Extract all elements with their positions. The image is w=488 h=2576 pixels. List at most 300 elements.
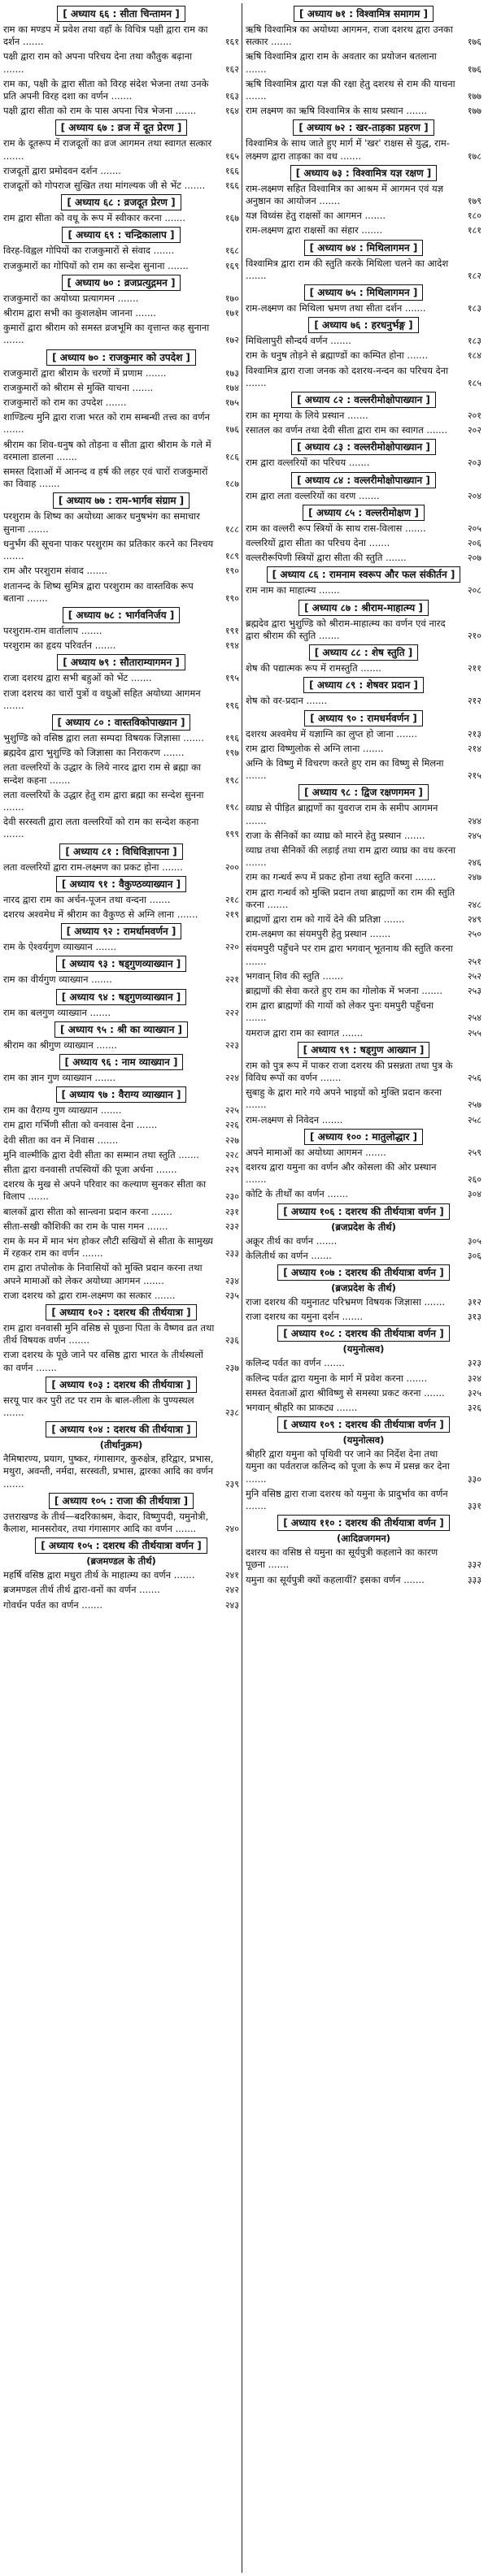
leader-dots: ....... (246, 1500, 267, 1512)
entry-page-number: २३९ (224, 1478, 239, 1490)
leader-dots: ....... (175, 1148, 199, 1160)
toc-entry (246, 1448, 481, 1485)
entry-title: पक्षी द्वारा सीता को राम के पास अपना चित्र भेजना (3, 105, 172, 117)
leader-dots: ....... (174, 908, 198, 920)
chapter-header: [ अध्याय ६९ : चन्द्रिकालाप ] (62, 227, 180, 243)
entry-title: राजदूतों द्वारा प्रमोदवन दर्शन (3, 164, 98, 176)
chapter-section (3, 1086, 239, 1302)
chapter-section (246, 439, 481, 469)
chapter-header: [ अध्याय ८४ : वल्लरीमोक्षोपाख्यान ] (291, 472, 436, 488)
entry-title: राम द्वारा वनवासी मुनि वसिष्ठ से पूछना पिता के वैष्णव व्रत तथा तीर्थ विषयक वर्णन (3, 1322, 215, 1347)
entry-page-number: ३३० (467, 1473, 481, 1485)
leader-dots: ....... (148, 1205, 172, 1217)
entry-title: राम के मन में मान भंग होकर लौटी सखियों से सीता के सामुख्य में रहकर राम का वर्णन (3, 1235, 214, 1260)
right-column (242, 3, 481, 2573)
entry-title: देवी सरस्वती द्वारा लता वल्लरियों को राम का सन्देश कहना (3, 816, 199, 828)
toc-entry (3, 1599, 239, 1611)
leader-dots: ....... (83, 565, 108, 577)
toc-entry (246, 1357, 481, 1369)
leader-dots: ....... (46, 774, 71, 786)
entry-page-number: १६९ (224, 260, 239, 271)
leader-dots: ....... (337, 150, 362, 162)
leader-dots: ....... (307, 1249, 332, 1261)
leader-dots: ....... (146, 893, 171, 905)
toc-entry (3, 974, 239, 986)
chapter-header: [ अध्याय ९९ : षड्गुण आख्यान ] (298, 1042, 430, 1058)
toc-entry (246, 1546, 481, 1571)
toc-entry (3, 165, 239, 177)
entry-page-number: २२५ (224, 1105, 239, 1117)
leader-dots: ....... (151, 1289, 176, 1301)
chapter-header: [ अध्याय ९६ : नाम व्याख्यान ] (59, 1054, 184, 1070)
entry-title: राजा दशरथ द्वारा सभी बहुओं को भेंट (3, 672, 129, 684)
entry-page-number: २४० (224, 1524, 239, 1535)
entry-page-number: २५६ (467, 1072, 481, 1083)
entry-page-number: ३२६ (467, 1403, 481, 1414)
leader-dots: ....... (24, 523, 49, 535)
entry-page-number: १८९ (224, 551, 239, 562)
entry-page-number: १९१ (224, 625, 239, 636)
chapter-header: [ अध्याय ६६ : सीता चिन्तामन ] (57, 6, 185, 22)
leader-dots: ....... (98, 1104, 122, 1117)
entry-title: राम द्वारा वल्लरियों का परिचय (246, 457, 346, 469)
leader-dots: ....... (160, 747, 185, 759)
entry-title: दशरथ का वसिष्ठ से यमुना का सूर्यपुत्री कहलाने का कारण पूछना (246, 1546, 438, 1571)
leader-dots: ....... (150, 245, 175, 257)
entry-page-number: २२४ (224, 1072, 239, 1083)
toc-entry (3, 1072, 239, 1084)
leader-dots: ....... (171, 1569, 195, 1581)
chapter-header: [ अध्याय ६८ : व्रजदूत प्रेरण ] (61, 194, 181, 210)
toc-entry (246, 424, 481, 436)
entry-page-number: २१९ (224, 909, 239, 920)
entry-page-number: २३२ (224, 1221, 239, 1232)
chapter-section (246, 317, 481, 389)
entry-title: राम लक्ष्मण का ऋषि विश्वामित्र के साथ प्रस्थान (246, 105, 403, 117)
chapter-section (3, 923, 239, 953)
toc-entry (3, 941, 239, 953)
entry-page-number: ३१२ (467, 1297, 481, 1308)
entry-title: राम का, पक्षी के द्वारा सीता को विरह संदेश भेजना तथा उनके प्रति अपनी विरह दशा का वर्णन (3, 77, 209, 102)
leader-dots: ....... (362, 1146, 386, 1158)
leader-dots: ....... (366, 928, 391, 940)
leader-dots: ....... (181, 180, 206, 192)
toc-entry (3, 322, 239, 346)
entry-title: सीता द्वारा वनवासी तपस्वियों की पूजा अर्चना (3, 1163, 154, 1175)
chapter-header: [ अध्याय ७४ : मिथिलागमन ] (304, 240, 424, 256)
chapter-header: [ अध्याय १०५ : दशरथ की तीर्थयात्रा वर्णन ] (35, 1537, 207, 1554)
leader-dots: ....... (136, 1584, 160, 1596)
toc-entry (3, 861, 239, 874)
entry-title: राजकुमारों को श्रीराम से मुक्ति याचना (3, 381, 130, 393)
toc-entry (246, 1027, 481, 1039)
entry-title: परशुराम के शिष्य का अयोध्या आकर धनुषभंग का समाचार सुनाना (3, 510, 200, 535)
leader-dots: ....... (33, 1361, 57, 1373)
leader-dots: ....... (366, 537, 390, 549)
leader-dots: ....... (132, 307, 156, 319)
entry-title: विश्वामित्र द्वारा राजा जनक को दशरथ-नन्दन का परिचय देना (246, 364, 449, 376)
entry-title: राम का गन्धर्व रूप में प्रकट होना तथा स्तुति करना (246, 871, 412, 883)
toc-entry (246, 970, 481, 982)
entry-page-number: २१५ (467, 770, 481, 782)
leader-dots: ....... (268, 36, 292, 48)
entry-page-number: २३८ (224, 1407, 239, 1419)
chapter-header: [ अध्याय १०३ : दशरथ की तीर्थयात्रा ] (46, 1377, 196, 1393)
toc-entry (3, 687, 239, 712)
entry-page-number: २३४ (224, 1275, 239, 1286)
entry-title: वल्लरियों द्वारा सीता का परिचय देना (246, 537, 367, 549)
entry-page-number: ३३२ (467, 1559, 481, 1571)
entry-page-number: १७५ (224, 397, 239, 409)
chapter-section (3, 119, 239, 192)
leader-dots: ....... (3, 699, 24, 711)
entry-title: कुमारों द्वारा श्रीराम को समस्त व्रजभूमि का वृत्तान्त कह सुनाना (3, 322, 210, 334)
chapter-header: [ अध्याय ७८ : भार्गवनिर्जय ] (63, 607, 180, 623)
entry-page-number: ३२३ (467, 1358, 481, 1369)
toc-entry (246, 302, 481, 314)
entry-page-number: २४९ (467, 913, 481, 925)
entry-title: विश्वामित्र के साथ जाते हुए मार्ग में 'खर' राक्षस से युद्ध, राम-लक्ष्मण द्वारा ताड़का का वध (246, 137, 450, 162)
chapter-section (246, 644, 481, 674)
chapter-section (3, 194, 239, 224)
chapter-section (246, 119, 481, 162)
leader-dots: ....... (88, 974, 112, 986)
chapter-header: [ अध्याय ७२ : खर-ताड़का प्रहरण ] (293, 119, 434, 136)
toc-entry (246, 1296, 481, 1308)
entry-page-number: १९९ (224, 829, 239, 840)
leader-dots: ....... (3, 550, 24, 562)
entry-page-number: २३३ (224, 1248, 239, 1260)
toc-entry (3, 50, 239, 75)
toc-entry (246, 335, 481, 347)
entry-title: राजदूतों को गोपराज सुखित तथा मांगल्यक जी से भेंट (3, 180, 181, 192)
toc-entry (246, 137, 481, 162)
entry-title: राम द्वारा ब्राह्मणों की गायों को लेकर पुनः यमपुरी पहुँचना (246, 1000, 434, 1012)
entry-title: नैमिषारण्य, प्रयाग, पुष्कर, गंगासागर, कुरुक्षेत्र, हरिद्वार, प्रभास, मथुरा, अवन्ती, नर्मदा, सरस्वती, प्रभास, द्वारका आदि का वर्णन (3, 1453, 214, 1477)
entry-page-number: १७१ (224, 308, 239, 319)
entry-page-number: १८७ (224, 479, 239, 490)
toc-entry (3, 439, 239, 463)
entry-title: अपने मामाओं का अयोध्या आगमन (246, 1146, 363, 1158)
chapter-section (3, 1421, 239, 1490)
entry-title: परशुराम-राम वार्तालाप (3, 624, 79, 636)
chapter-section (3, 714, 239, 841)
entry-page-number: १७२ (224, 335, 239, 346)
chapter-section (246, 505, 481, 565)
leader-dots: ....... (246, 1173, 267, 1186)
toc-entry (246, 943, 481, 967)
entry-title: मुनि वाल्मीकि द्वारा देवी सीता का सम्मान तथा स्तुति (3, 1148, 176, 1160)
toc-entry (246, 537, 481, 549)
chapter-section (246, 1042, 481, 1126)
entry-page-number: २०४ (467, 490, 481, 501)
entry-title: श्रीराम द्वारा सभी का कुशलक्षेम जानना (3, 307, 133, 319)
entry-page-number: २२३ (224, 1039, 239, 1051)
entry-page-number: २५२ (467, 970, 481, 982)
leader-dots: ....... (401, 829, 425, 841)
leader-dots: ....... (246, 856, 267, 869)
chapter-section (3, 654, 239, 712)
leader-dots: ....... (423, 424, 448, 436)
entry-page-number: २२२ (224, 1007, 239, 1018)
entry-title: ऋषि विश्वामित्र का अयोध्या आगमन, राजा दशरथ द्वारा उनका सत्कार (246, 24, 453, 48)
entry-page-number: २५१ (467, 956, 481, 967)
toc-entry (3, 1178, 239, 1203)
toc-entry (3, 747, 239, 759)
entry-page-number: २४२ (224, 1585, 239, 1596)
toc-entry (246, 105, 481, 117)
toc-entry (246, 743, 481, 755)
entry-title: उत्तराखण्ड के तीर्थ—बदरिकाश्रम, केदार, विष्णुपदी, यमुनोत्री, कैलाश, मानसरोवर, तथा गंगासागर आदि का वर्णन (3, 1510, 209, 1535)
toc-entry (246, 1000, 481, 1024)
entry-title: ब्राह्मणों द्वारा राम को गायें देने की प्रतिज्ञा (246, 913, 381, 925)
entry-page-number: २४८ (467, 899, 481, 910)
entry-page-number: २२६ (224, 1120, 239, 1131)
entry-title: दशरथ द्वारा यमुना का वर्णन और कोसला की ओर प्रस्थान (246, 1160, 437, 1173)
toc-entry (246, 1387, 481, 1399)
entry-title: राजा दशरथ का यमुना दर्शन (246, 1311, 339, 1323)
entry-title: राम का ज्ञान गुण व्याख्यान (3, 1071, 92, 1083)
entry-title: सुबाहु के द्वारा मारे गये अपने भाइयों को मुक्ति प्रदान करना (246, 1086, 442, 1099)
toc-entry (246, 224, 481, 236)
entry-title: मुनि वसिष्ठ द्वारा राजा दशरथ को यमुना के प्रादुर्भाव का वर्णन (246, 1487, 448, 1499)
entry-page-number: ३०६ (467, 1250, 481, 1261)
toc-entry (3, 260, 239, 272)
toc-entry (246, 871, 481, 883)
toc-entry (3, 137, 239, 162)
entry-page-number: २१८ (224, 894, 239, 905)
toc-entry (3, 1235, 239, 1260)
leader-dots: ....... (412, 871, 436, 883)
entry-page-number: ३१३ (467, 1312, 481, 1323)
leader-dots: ....... (91, 1071, 116, 1083)
entry-page-number: २०५ (467, 523, 481, 534)
entry-page-number: १७७ (467, 106, 481, 117)
chapter-header: [ अध्याय ७९ : सौताराम्यागमन ] (57, 654, 185, 670)
entry-page-number: १७७ (467, 91, 481, 102)
chapter-subheader: (ब्रजमण्डल के तीर्थ) (86, 1555, 156, 1568)
leader-dots: ....... (128, 672, 152, 684)
entry-page-number: २०७ (467, 553, 481, 564)
entry-title: धनुर्भंग की सूचना पाकर परशुराम का प्रतिकार करने का निश्चय (3, 537, 214, 549)
toc-entry (3, 1394, 239, 1419)
entry-page-number: १८४ (467, 350, 481, 362)
toc-entry (3, 245, 239, 257)
chapter-section (246, 284, 481, 314)
toc-entry (246, 584, 481, 596)
entry-page-number: १९६ (224, 732, 239, 744)
chapter-subheader: (आदिव्रजगमन) (336, 1533, 390, 1545)
leader-dots: ....... (97, 164, 121, 176)
toc-entry (3, 105, 239, 117)
entry-page-number: २२१ (224, 974, 239, 986)
chapter-section (246, 1515, 481, 1586)
leader-dots: ....... (20, 36, 44, 48)
chapter-section (3, 492, 239, 604)
toc-entry (246, 78, 481, 102)
leader-dots: ....... (3, 828, 24, 840)
entry-title: राम द्वारा विष्णुलोक से अग्नि लाना (246, 742, 360, 754)
leader-dots: ....... (78, 1598, 102, 1611)
chapter-section (246, 600, 481, 642)
chapter-section (3, 349, 239, 491)
leader-dots: ....... (316, 195, 340, 207)
entry-title: राजा दशरथ के पूछे जाने पर वसिष्ठ द्वारा भारत के तीर्थस्थलों का वर्णन (3, 1349, 203, 1373)
toc-entry (246, 662, 481, 674)
entry-title: राम द्वारा गर्भिणी सीता को वनवास देना (3, 1119, 134, 1131)
chapter-section (3, 1377, 239, 1419)
entry-title: परशुराम का हृदय परिवर्तन (3, 640, 93, 652)
toc-entry (3, 1149, 239, 1161)
entry-title: राम का मण्डप में प्रवेश तथा वहाँ के विचित्र पक्षी द्वारा राम का दर्शन (3, 24, 208, 48)
entry-page-number: २२७ (224, 1134, 239, 1146)
leader-dots: ....... (102, 397, 127, 409)
leader-dots: ....... (53, 450, 77, 462)
toc-entry (3, 466, 239, 490)
entry-title: समस्त देवताओं द्वारा श्रीविष्णु से समस्या प्रकट करना (246, 1386, 421, 1399)
chapter-header: [ अध्याय ९८ : द्विज रक्षणगमन ] (298, 784, 429, 800)
entry-page-number: १७९ (467, 196, 481, 207)
toc-entry (3, 1164, 239, 1176)
leader-dots: ....... (86, 1006, 111, 1018)
entry-title: राम-लक्ष्मण का मिथिला भ्रमण तथा सीता दर्शन (246, 302, 403, 314)
entry-page-number: १७८ (467, 150, 481, 162)
entry-title: यज्ञ विध्वंस हेतु राक्षसों का आगमन (246, 210, 362, 222)
entry-page-number: २१४ (467, 743, 481, 754)
toc-entry (246, 552, 481, 564)
chapter-header: [ अध्याय ९५ : श्री का व्याख्यान ] (54, 1021, 188, 1038)
entry-title: रसातल का वर्णन तथा देवी सीता द्वारा राम का स्वागत (246, 424, 424, 436)
chapter-section (246, 240, 481, 282)
leader-dots: ....... (246, 63, 267, 75)
entry-page-number: २४३ (224, 1599, 239, 1611)
toc-entry (3, 1290, 239, 1302)
chapter-section (246, 566, 481, 596)
entry-page-number: १६३ (224, 91, 239, 102)
leader-dots: ....... (320, 1357, 345, 1369)
chapter-header: [ अध्याय ७७ : राम-भार्गव संग्राम ] (53, 492, 190, 509)
entry-title: लता वल्लरियों द्वारा राम-लक्ष्मण का प्रकट होना (3, 861, 159, 873)
chapter-header: [ अध्याय ८० : वास्तविकोपाख्यान ] (52, 714, 191, 731)
chapter-subheader: (तीर्थानुक्रम) (99, 1439, 143, 1451)
leader-dots: ....... (381, 913, 405, 925)
entry-title: राम का वैराग्य गुण व्याख्यान (3, 1104, 98, 1117)
toc-entry (3, 789, 239, 813)
chapter-section (246, 1203, 481, 1262)
entry-page-number: २२९ (224, 1164, 239, 1175)
leader-dots: ....... (327, 335, 351, 347)
toc-entry (246, 728, 481, 740)
entry-title: राम को पुत्र रूप में पाकर राजा दशरथ की प्रसन्नता तथा पुत्र के विविध रूपों का वर्णन (246, 1059, 453, 1083)
toc-entry (3, 1453, 239, 1490)
entry-page-number: १९५ (224, 673, 239, 684)
entry-page-number: २३७ (224, 1362, 239, 1373)
entry-page-number: १८५ (467, 377, 481, 388)
chapter-section (3, 227, 239, 271)
toc-entry (246, 1250, 481, 1262)
leader-dots: ....... (129, 381, 154, 393)
chapter-header: [ अध्याय १०७ : दशरथ की तीर्थयात्रा वर्णन ] (277, 1264, 449, 1281)
entry-title: राम-लक्ष्मण का संयमपुरी हेतु प्रस्थान (246, 928, 367, 940)
toc-entry (246, 757, 481, 782)
leader-dots: ....... (246, 376, 267, 388)
entry-title: गोवर्धन पर्वत का वर्णन (3, 1598, 79, 1611)
toc-entry (246, 1060, 481, 1084)
entry-page-number: २३० (224, 1191, 239, 1203)
chapter-section (3, 1493, 239, 1535)
entry-page-number: ३०४ (467, 1189, 481, 1200)
toc-entry (3, 382, 239, 394)
leader-dots: ....... (303, 695, 328, 707)
entry-page-number: २५३ (467, 985, 481, 996)
entry-title: नारद द्वारा राम का अर्चन-पूजन तथा वन्दना (3, 893, 147, 905)
leader-dots: ....... (246, 269, 267, 281)
toc-entry (246, 1488, 481, 1512)
toc-entry (246, 365, 481, 389)
toc-entry (246, 349, 481, 362)
chapter-header: [ अध्याय ८३ : वल्लरीमोक्षोपाख्यान ] (291, 439, 436, 455)
leader-dots: ....... (3, 63, 24, 75)
leader-dots: ....... (161, 212, 185, 224)
chapter-header: [ अध्याय ८९ : शेषवर प्रदान ] (303, 677, 424, 693)
chapter-header: [ अध्याय ६७ : व्रज में दूत प्रेरण ] (55, 119, 188, 136)
entry-page-number: २५० (467, 929, 481, 940)
entry-title: शतानन्द के शिष्य सुमित्र द्वारा परशुराम का वास्तविक रूप बताना (3, 579, 194, 604)
entry-title: राजा दशरथ का चारों पुत्रों व वधुओं सहित अयोध्या आगमन (3, 687, 201, 699)
toc-entry (246, 258, 481, 282)
entry-page-number: १७० (224, 293, 239, 304)
toc-entry (246, 802, 481, 826)
leader-dots: ....... (316, 584, 340, 596)
entry-page-number: ३२५ (467, 1387, 481, 1399)
chapter-header: [ अध्याय ७१ : विश्वामित्र समागम ] (294, 6, 434, 22)
toc-entry (3, 1569, 239, 1581)
chapter-header: [ अध्याय १०६ : दशरथ की तीर्थयात्रा वर्णन ] (277, 1203, 449, 1220)
entry-title: सरयू पार कर पुरी तट पर राम के बाल-लीला के पुण्यस्थल (3, 1394, 194, 1406)
leader-dots: ....... (246, 955, 267, 967)
leader-dots: ....... (3, 334, 24, 346)
toc-entry (3, 1349, 239, 1373)
entry-title: राम का वल्लरी रूप स्त्रियों के साथ रास-विलास (246, 522, 403, 534)
chapter-section (246, 1416, 481, 1512)
toc-entry (3, 1134, 239, 1147)
entry-page-number: ३०५ (467, 1235, 481, 1247)
chapter-section (3, 6, 239, 117)
toc-entry (3, 1262, 239, 1286)
entry-page-number: १९८ (224, 774, 239, 786)
entry-page-number: ३३१ (467, 1501, 481, 1512)
leader-dots: ....... (164, 259, 189, 271)
leader-dots: ....... (324, 1188, 349, 1200)
entry-title: श्रीराम का शिव-धनुष को तोड़ना व सीता द्वारा श्रीराम के गले में वरमाला डालना (3, 438, 211, 462)
chapter-section (3, 275, 239, 347)
chapter-section (246, 1129, 481, 1201)
entry-title: राम-लक्ष्मण द्वारा राक्षसों का संहार (246, 224, 359, 236)
toc-entry (246, 210, 481, 222)
entry-title: दशरथ अश्वमेध में यज्ञाग्नि का लुप्त हो जाना (246, 727, 394, 739)
toc-entry (3, 732, 239, 744)
leader-dots: ....... (333, 1402, 358, 1414)
entry-title: ब्रह्मदेव द्वारा भुशुण्डि को जिज्ञासा का निराकरण (3, 747, 161, 759)
leader-dots: ....... (264, 1559, 290, 1571)
leader-dots: ....... (3, 423, 24, 436)
chapter-section (246, 784, 481, 1039)
toc-entry (246, 928, 481, 940)
entry-title: राम का मृगया के लिये प्रस्थान (246, 410, 345, 422)
entry-page-number: ३३३ (467, 1574, 481, 1585)
toc-entry (3, 78, 239, 102)
leader-dots: ....... (133, 1119, 158, 1131)
